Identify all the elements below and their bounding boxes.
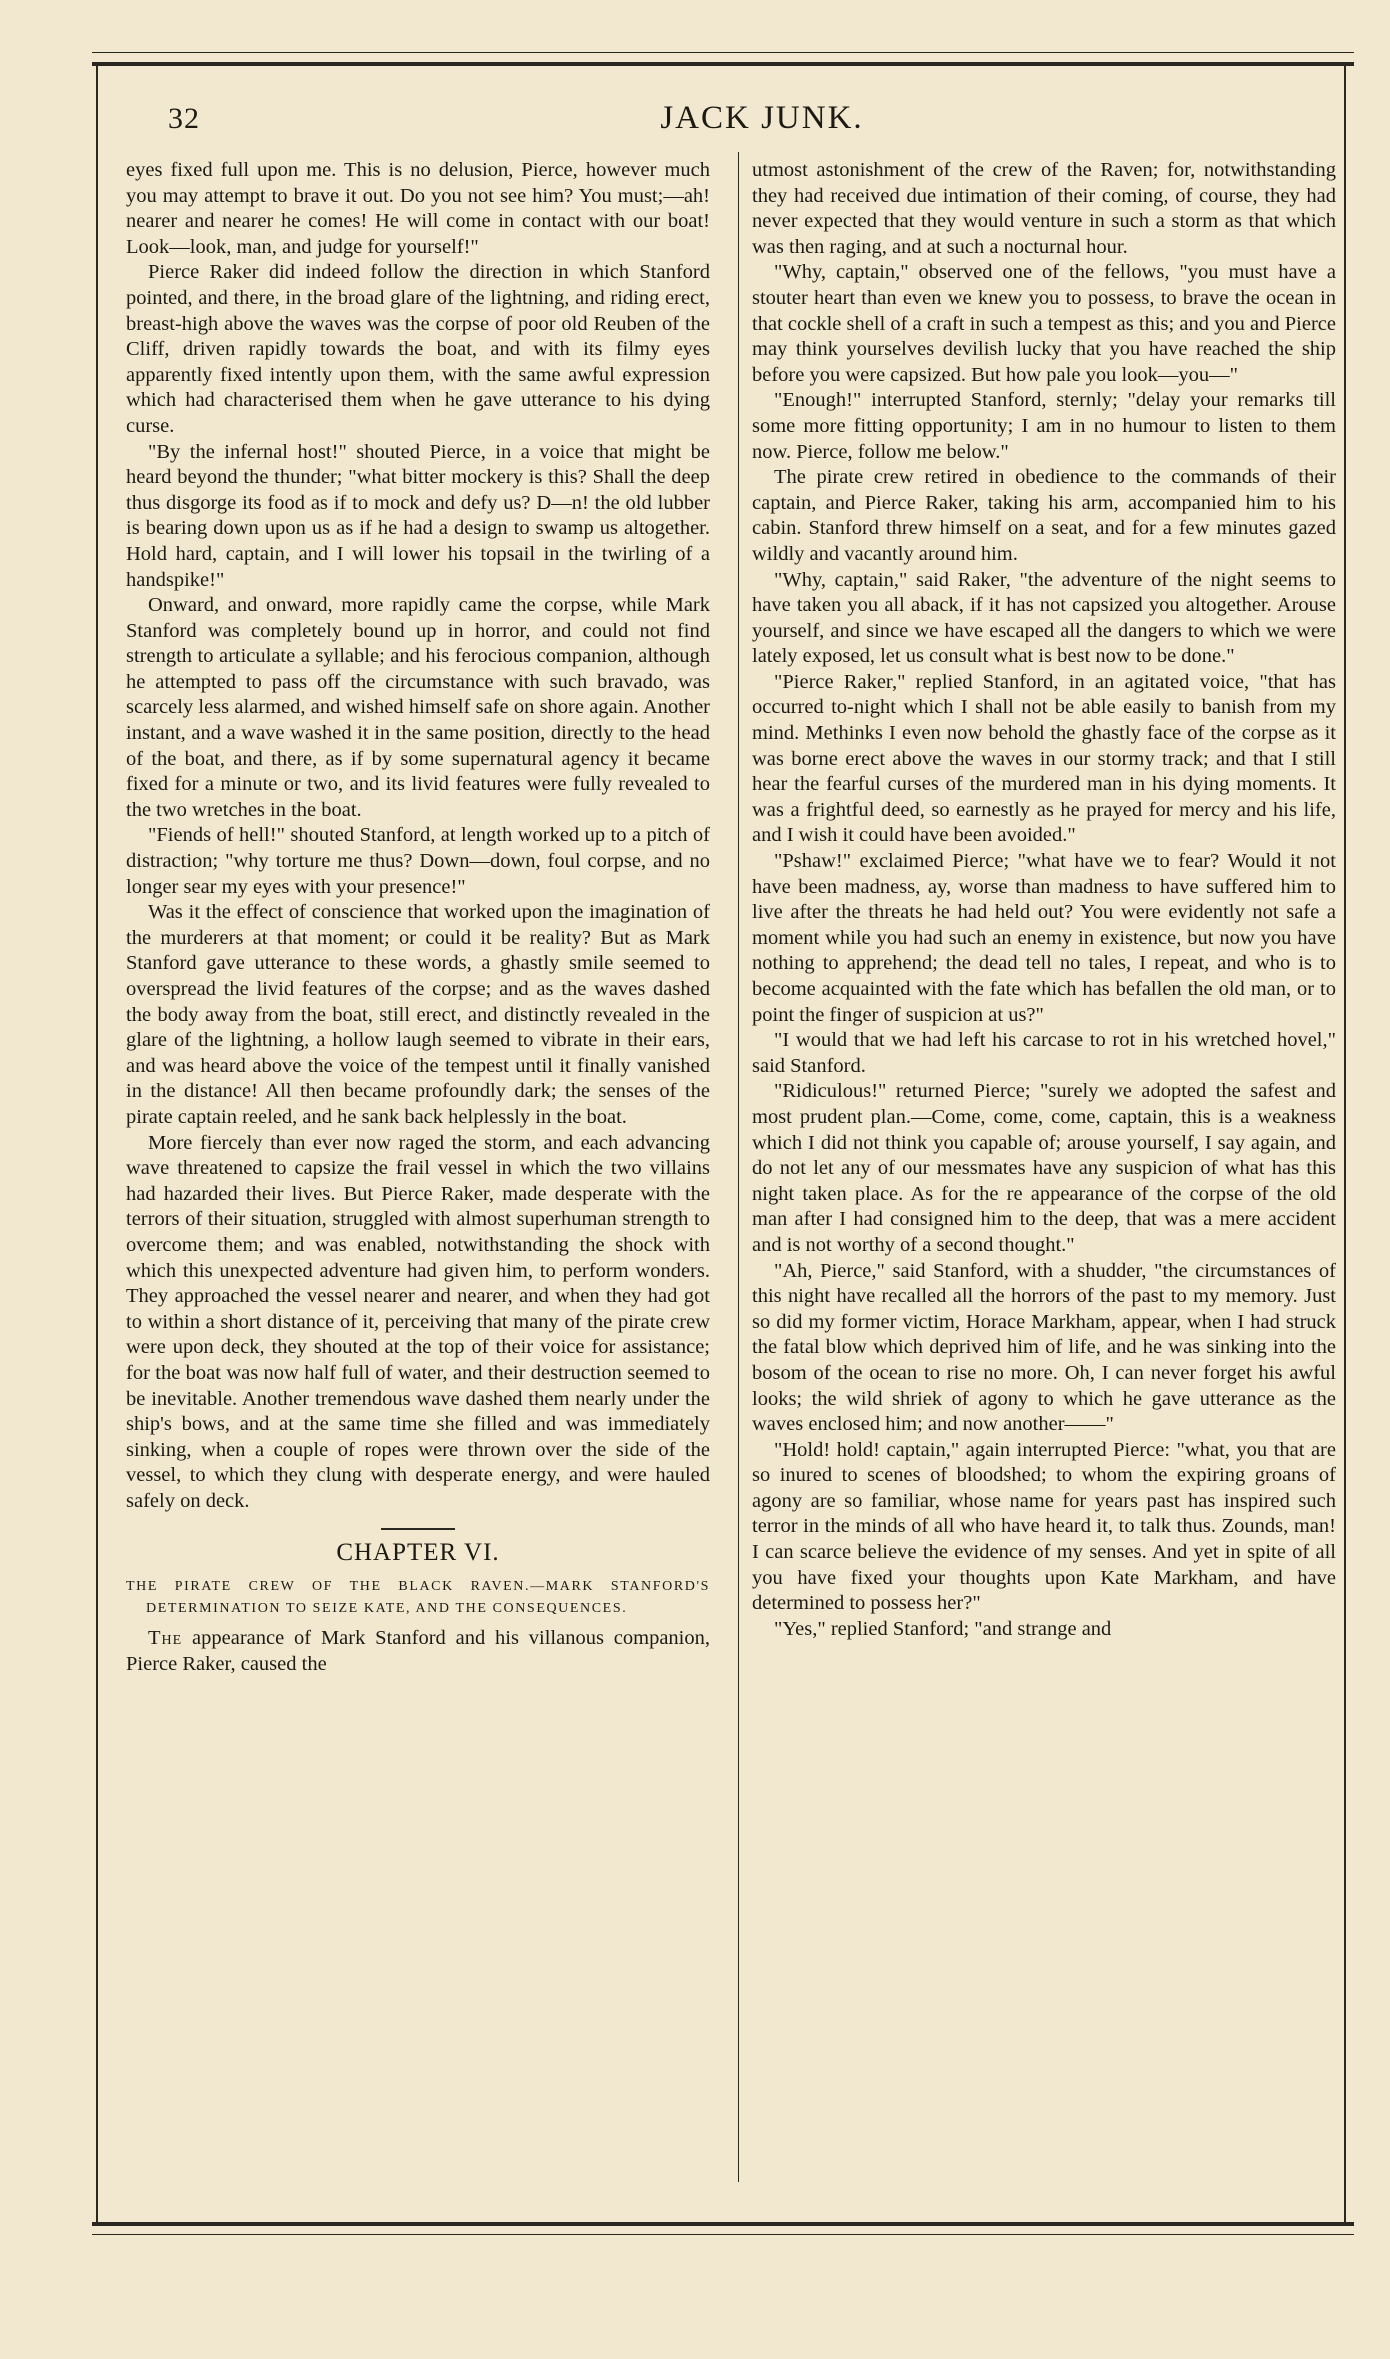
paragraph: "Yes," replied Stanford; "and strange and [774,1617,1112,1640]
chapter-heading: CHAPTER VI. [336,1539,500,1567]
paragraph: "Enough!" interrupted Stanford, sternly; "delay your remarks till some more fitting opportunity; I am in no humour to listen to them now. Pierce, follow me below." [752,389,1336,463]
chapter-summary: THE PIRATE CREW OF THE BLACK RAVEN.—MARK STANFORD'S DETERMINATION TO SEIZE KATE, AND THE CONSEQUENCES. [126,1579,710,1617]
paragraph: "Why, captain," said Raker, "the adventure of the night seems to have taken you all aback, if it has not capsized you altogether. Arouse yourself, and since we have escaped all the dangers to which we were lately exposed, let us consult what is best now to be done." [752,568,1336,668]
top-thin-rule [92,52,1354,53]
paragraph: utmost astonishment of the crew of the Raven; for, notwithstanding they had received due intimation of their coming, of course, they had never expected that they would venture in such a storm as that which was then raging, and at such a nocturnal hour. [752,159,1336,258]
paragraph: Was it the effect of conscience that worked upon the imagination of the murderers at that moment; or could it be reality? But as Mark Stanford gave utterance to these words, a ghastly smile seemed to overspread the livid features of the corpse; and as the waves dashed the body away from the boat, still erect, and distinctly revealed in the glare of the lightning, a hollow laugh seemed to vibrate in their ears, and was heard above the voice of the tempest until it finally vanished in the distance! All then became profoundly dark; the senses of the pirate captain reeled, and he sank back helplessly in the boat. [126,901,710,1128]
paragraph: More fiercely than ever now raged the storm, and each advancing wave threatened to capsize the frail vessel in which the two villains had hazarded their lives. But Pierce Raker, made desperate with the terrors of their situation, struggled with almost superhuman strength to overcome them; and was enabled, notwithstanding the shock with which this unexpected adventure had given him, to perform wonders. They approached the vessel nearer and nearer, and when they had got to within a short distance of it, perceiving that many of the pirate crew were upon deck, they shouted at the top of their voice for assistance; for the boat was now half full of water, and their destruction seemed to be inevitable. Another tremendous wave dashed them nearly under the ship's bows, and at the same time she filled and was immediately sinking, when a couple of ropes were thrown over the side of the vessel, to which they clung with desperate energy, and were hauled safely on deck. [126,1131,710,1512]
bottom-thin-rule [92,2234,1354,2235]
paragraph: "Fiends of hell!" shouted Stanford, at length worked up to a pitch of distraction; "why torture me thus? Down—down, foul corpse, and no longer sear my eyes with your presence!" [126,824,710,898]
column-divider [738,152,739,2182]
chapter-divider [381,1528,455,1530]
chapter-opening-paragraph [126,1626,710,1677]
paragraph: Onward, and onward, more rapidly came the corpse, while Mark Stanford was completely bound up in horror, and could not find strength to articulate a syllable; and his ferocious companion, although he attempted to pass off the circumstance with such bravado, was scarcely less alarmed, and wished himself safe on shore again. Another instant, and a wave washed it in the same position, directly to the head of the boat, and there, as if by some supernatural agency it became fixed for a minute or two, and its livid features were fully revealed to the two wretches in the boat. [126,594,710,821]
paragraph: "Pshaw!" exclaimed Pierce; "what have we to fear? Would it not have been madness, ay, worse than madness to have suffered him to live after the threats he had held out? You were evidently not safe a moment while you had such an enemy in existence, but now you have nothing to apprehend; the dead tell no tales, I repeat, and who is to become acquainted with the fate which has befallen the old man, or to point the finger of suspicion at us?" [752,850,1336,1026]
left-border-rule [96,64,98,2224]
paragraph: "I would that we had left his carcase to rot in his wretched hovel," said Stanford. [752,1029,1336,1077]
paragraph: eyes fixed full upon me. This is no delusion, Pierce, however much you may attempt to brave it out. Do you not see him? You must;—ah! nearer and nearer he comes! He will come in contact with our boat! Look—look, man, and judge for yourself!" [126,159,710,258]
top-thick-rule [92,62,1354,66]
running-title: JACK JUNK. [660,100,864,136]
paragraph: "Pierce Raker," replied Stanford, in an agitated voice, "that has occurred to-night which I shall not be able easily to banish from my mind. Methinks I even now behold the ghastly face of the corpse as it was borne erect above the waves in our stormy track; and that I still hear the fearful curses of the murdered man in his dying moments. It was a frightful deed, so earnestly as he prayed for mercy and his life, and I wish it could have been avoided." [752,670,1336,847]
right-border-rule [1344,64,1346,2224]
bottom-thick-rule [92,2222,1354,2226]
paragraph: "Hold! hold! captain," again interrupted Pierce: "what, you that are so inured to scenes of bloodshed; to whom the expiring groans of agony are so familiar, whose name for years past has inspired such terror in the minds of all who have heard it, to talk thus. Zounds, man! I can scarce believe the evidence of my senses. And yet in spite of all you have fixed your thoughts upon Kate Markham, and have determined to possess her?" [752,1438,1336,1615]
newspaper-page [92,52,1354,2292]
paragraph: "Ah, Pierce," said Stanford, with a shudder, "the circumstances of this night have recalled all the horrors of the past to my memory. Just so did my former victim, Horace Markham, appear, when I had struck the fatal blow which deprived him of life, and he was sinking into the bosom of the ocean to rise no more. Oh, I can never forget his awful looks; the wild shriek of agony to which he gave utterance as the waves enclosed him; and now another——" [752,1259,1336,1436]
right-column [752,158,1336,2213]
paragraph: "By the infernal host!" shouted Pierce, in a voice that might be heard beyond the thunder; "what bitter mockery is this? Shall the deep thus disgorge its food as if to mock and defy us? D—n! the old lubber is bearing down upon us as if he had a design to swamp us altogether. Hold hard, captain, and I will lower his topsail in the twirling of a handspike!" [126,440,710,591]
chapter-opening-word: The [148,1627,183,1650]
paragraph: Pierce Raker did indeed follow the direction in which Stanford pointed, and there, in the broad glare of the lightning, and riding erect, breast-high above the waves was the corpse of poor old Reuben of the Cliff, driven rapidly towards the boat, and with its filmy eyes apparently fixed intently upon them, with the same awful expression which had characterised them when he gave utterance to his dying curse. [126,261,710,437]
chapter-opening-text: appearance of Mark Stanford and his villanous companion, Pierce Raker, caused the [126,1627,710,1675]
paragraph: The pirate crew retired in obedience to the commands of their captain, and Pierce Raker, taking his arm, accompanied him to his cabin. Stanford threw himself on a seat, and for a few minutes gazed wildly and vacantly around him. [752,466,1336,565]
paragraph: "Why, captain," observed one of the fellows, "you must have a stouter heart than even we knew you to possess, to brave the ocean in that cockle shell of a craft in such a tempest as this; and you and Pierce may think yourselves devilish lucky that you have reached the ship before you were capsized. But how pale you look—you—" [752,261,1336,386]
left-column [126,158,710,2213]
page-number: 32 [168,102,200,135]
paragraph: "Ridiculous!" returned Pierce; "surely we adopted the safest and most prudent plan.—Come, come, come, captain, this is a weakness which I did not think you capable of; arouse yourself, I say again, and do not let any of our messmates have any suspicion of what has this night taken place. As for the re appearance of the corpse of the old man after I had consigned him to the deep, that was a mere accident and is not worthy of a second thought." [752,1080,1336,1256]
